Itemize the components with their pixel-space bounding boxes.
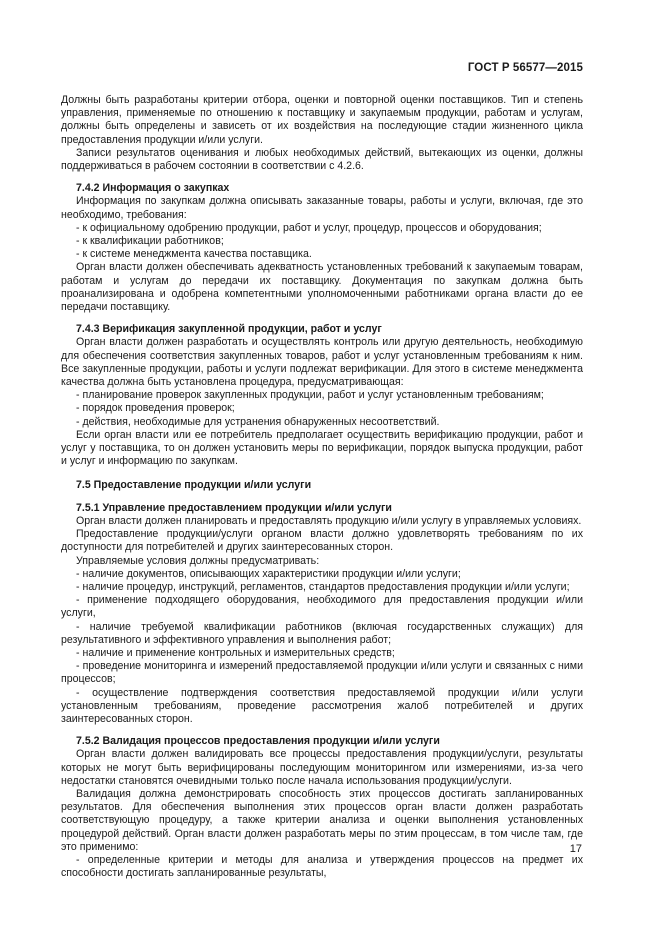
paragraph: Валидация должна демонстрировать способность этих процессов достигать запланированных результатов. Для обеспечения выполнения этих процессов орган власти должен разработать соответствующую процедуру, а также критерии анализа и оценки выполнения установленных процедурой действий. Орган власти должен разработать меры по этим процессам, в том числе там, где это применимо:: [61, 787, 583, 853]
section-heading: 7.5.2 Валидация процессов предоставления продукции и/или услуги: [76, 735, 440, 748]
paragraph: - осуществление подтверждения соответствия предоставляемой продукции и/или услуги установленным требованиям, проведение рассмотрения жалоб потребителей и других заинтересованных сторон.: [61, 686, 583, 725]
paragraph: - планирование проверок закупленных продукции, работ и услуг установленным требованиям;: [76, 389, 544, 402]
paragraph: Орган власти должен планировать и предоставлять продукцию и/или услугу в управляемых условиях.: [76, 514, 582, 527]
section-heading: 7.4.2 Информация о закупках: [76, 182, 230, 195]
paragraph: Записи результатов оценивания и любых необходимых действий, вытекающих из оценки, должны поддерживаться в рабочем состоянии в соответствии с 4.2.6.: [61, 146, 583, 173]
section-heading: 7.5.1 Управление предоставлением продукции и/или услуги: [76, 501, 392, 514]
page-number: 17: [569, 843, 582, 855]
paragraph: - порядок проведения проверок;: [76, 402, 235, 415]
paragraph: - к системе менеджмента качества поставщика.: [76, 248, 312, 261]
paragraph: - к официальному одобрению продукции, работ и услуг, процедур, процессов и оборудования;: [76, 221, 542, 234]
paragraph: - к квалификации работников;: [76, 235, 224, 248]
paragraph: Орган власти должен разработать и осуществлять контроль или другую деятельность, необходимую для обеспечения соответствия закупленных товаров, работ и услуг установленным требованиям к ним. Все закупленные продукции, работы и услуги подлежат верификации. Для этого в системе менеджмента качества должна быть установлена процедура, предусматривающая:: [61, 336, 583, 389]
paragraph: - наличие требуемой квалификации работников (включая государственных служащих) для результативного и эффективного управления и выполнения работ;: [61, 620, 583, 646]
paragraph: Орган власти должен обеспечивать адекватность установленных требований к закупаемым товарам, работам и услугам до передачи их поставщику. Документация по закупкам должна быть проанализирована и одобрена компетентными уполномоченными работниками органа власти до ее передачи поставщику.: [61, 261, 583, 314]
paragraph: - наличие и применение контрольных и измерительных средств;: [76, 646, 395, 659]
paragraph: Должны быть разработаны критерии отбора, оценки и повторной оценки поставщиков. Тип и степень управления, применяемые по отношению к поставщику и закупаемым продукции, работам и услугам, должны быть определены и зависеть от их воздействия на последующие стадии жизненного цикла предоставления продукции и/или услуги.: [61, 94, 583, 146]
paragraph: - наличие документов, описывающих характеристики продукции и/или услуги;: [76, 567, 461, 580]
paragraph: Предоставление продукции/услуги органом власти должно удовлетворять требованиям по их доступности для потребителей и других заинтересованных сторон.: [61, 528, 583, 554]
paragraph: Орган власти должен валидировать все процессы предоставления продукции/услуги, результаты которых не могут быть верифицированы последующим мониторингом или измерениями, из-за чего недостатки становятся очевидными только после начала использования продукции/услуги.: [61, 748, 583, 787]
paragraph: Информация по закупкам должна описывать заказанные товары, работы и услуги, включая, где это необходимо, требования:: [61, 195, 583, 221]
document-id: ГОСТ Р 56577—2015: [467, 62, 583, 74]
paragraph: Если орган власти или ее потребитель предполагает осуществить верификацию продукции, работ и услуг у поставщика, то он должен установить меры по верификации, порядок выпуска продукции, работ и услуг и информацию по закупкам.: [61, 428, 583, 468]
paragraph: - применение подходящего оборудования, необходимого для предоставления продукции и/или услуги,: [61, 594, 583, 620]
paragraph: - действия, необходимые для устранения обнаруженных несоответствий.: [76, 415, 440, 428]
section-heading: 7.4.3 Верификация закупленной продукции, работ и услуг: [76, 323, 382, 336]
paragraph: - проведение мониторинга и измерений предоставляемой продукции и/или услуги и связанных с ними процессов;: [61, 660, 583, 686]
document-body: [61, 94, 583, 880]
paragraph: Управляемые условия должны предусматривать:: [76, 554, 320, 567]
paragraph: - наличие процедур, инструкций, регламентов, стандартов предоставления продукции и/или услуги;: [76, 580, 570, 593]
section-heading: 7.5 Предоставление продукции и/или услуги: [76, 479, 312, 492]
paragraph: - определенные критерии и методы для анализа и утверждения процессов на предмет их способности достигать запланированные результаты,: [61, 853, 583, 880]
